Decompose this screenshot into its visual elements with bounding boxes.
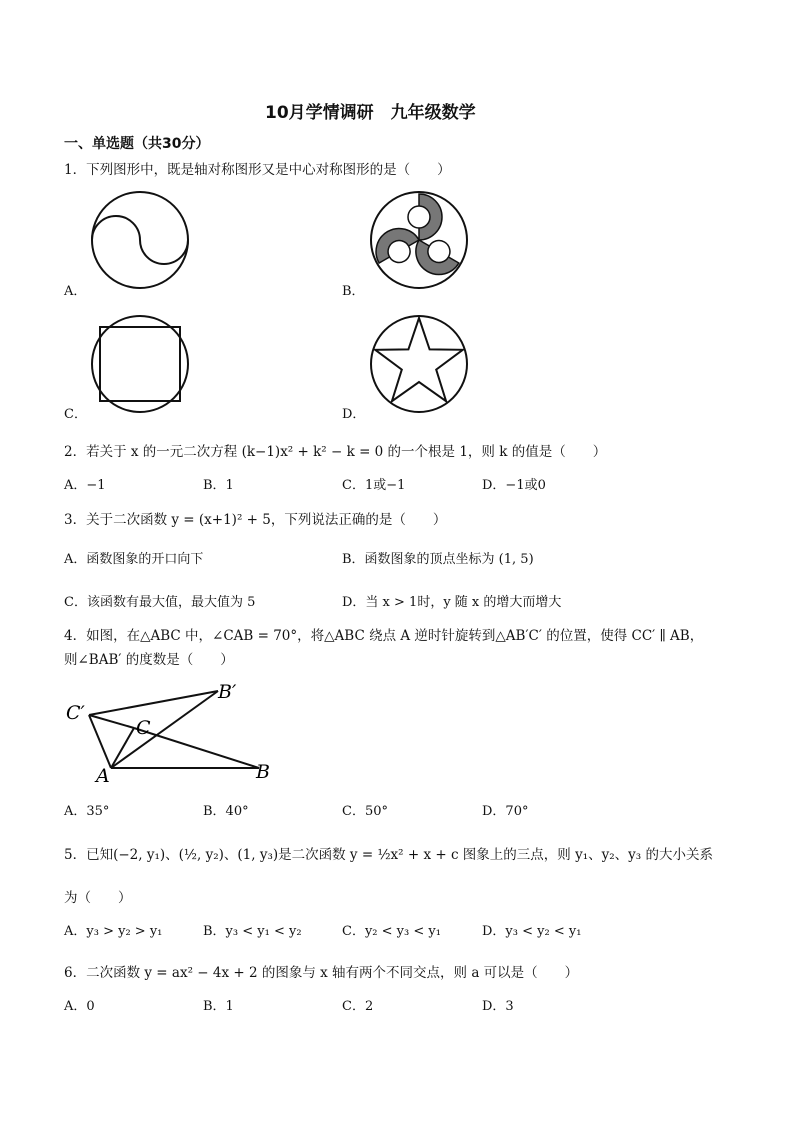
question-6-option-b[interactable]: B．1 — [203, 999, 234, 1014]
question-5-stem-line1: 5．已知(−2, y₁)、(½, y₂)、(1, y₃)是二次函数 y = ½x² + x + c 图象上的三点，则 y₁、y₂、y₃ 的大小关系 — [64, 847, 714, 863]
section-heading: 一、单选题（共30分） — [64, 136, 210, 152]
question-4-option-c[interactable]: C．50° — [342, 804, 388, 819]
page-title: 10月学情调研 九年级数学 — [265, 103, 476, 123]
question-2-option-c[interactable]: C．1或−1 — [342, 478, 406, 493]
figure-4-label-c: C — [136, 717, 151, 739]
question-2-option-a[interactable]: A．−1 — [64, 478, 106, 493]
question-5-option-a[interactable]: A．y₃ > y₂ > y₁ — [64, 924, 163, 939]
question-5-stem-line2: 为（ ） — [64, 890, 132, 906]
question-1-option-a[interactable]: A． — [64, 284, 87, 299]
question-1-option-c[interactable]: C． — [64, 407, 87, 422]
question-6-stem: 6．二次函数 y = ax² − 4x + 2 的图象与 x 轴有两个不同交点，则 a 可以是（ ） — [64, 965, 579, 981]
question-3-stem: 3．关于二次函数 y = (x+1)² + 5，下列说法正确的是（ ） — [64, 512, 447, 528]
question-2-stem: 2．若关于 x 的一元二次方程 (k−1)x² + k² − k = 0 的一个根是 1，则 k 的值是（ ） — [64, 444, 607, 460]
question-4-stem-line1: 4．如图，在△ABC 中，∠CAB = 70°，将△ABC 绕点 A 逆时针旋转到△AB′C′ 的位置，使得 CC′ ∥ AB， — [64, 628, 704, 644]
question-4-option-d[interactable]: D．70° — [482, 804, 529, 819]
question-1-stem: 1．下列图形中，既是轴对称图形又是中心对称图形的是（ ） — [64, 162, 451, 178]
figure-4-label-a: A — [96, 765, 110, 786]
figure-4-label-b: B — [256, 761, 270, 783]
question-6-option-a[interactable]: A．0 — [64, 999, 95, 1014]
question-5-option-b[interactable]: B．y₃ < y₁ < y₂ — [203, 924, 302, 939]
question-4-stem-line2: 则∠BAB′ 的度数是（ ） — [64, 652, 234, 668]
question-2-option-d[interactable]: D．−1或0 — [482, 478, 546, 493]
figure-1c-square-in-circle — [90, 314, 190, 414]
question-3-option-c[interactable]: C．该函数有最大值，最大值为 5 — [64, 595, 256, 610]
question-5-option-c[interactable]: C．y₂ < y₃ < y₁ — [342, 924, 441, 939]
figure-4-label-c-prime: C′ — [66, 702, 85, 724]
question-1-option-d[interactable]: D． — [342, 407, 366, 422]
question-3-option-b[interactable]: B．函数图象的顶点坐标为 (1, 5) — [342, 552, 534, 567]
question-4-option-a[interactable]: A．35° — [64, 804, 110, 819]
question-2-option-b[interactable]: B．1 — [203, 478, 234, 493]
question-6-option-d[interactable]: D．3 — [482, 999, 514, 1014]
figure-1a-taiji-shape — [90, 190, 190, 290]
question-5-option-d[interactable]: D．y₃ < y₂ < y₁ — [482, 924, 582, 939]
figure-1d-star-in-circle — [369, 314, 469, 414]
figure-1b-pinwheel-shape — [369, 190, 469, 290]
figure-4-label-b-prime: B′ — [218, 681, 237, 703]
figure-4-rotated-triangle — [62, 678, 277, 786]
question-3-option-d[interactable]: D．当 x > 1时，y 随 x 的增大而增大 — [342, 595, 562, 610]
question-4-option-b[interactable]: B．40° — [203, 804, 249, 819]
question-1-option-b[interactable]: B． — [342, 284, 365, 299]
question-6-option-c[interactable]: C．2 — [342, 999, 374, 1014]
question-3-option-a[interactable]: A．函数图象的开口向下 — [64, 552, 204, 567]
